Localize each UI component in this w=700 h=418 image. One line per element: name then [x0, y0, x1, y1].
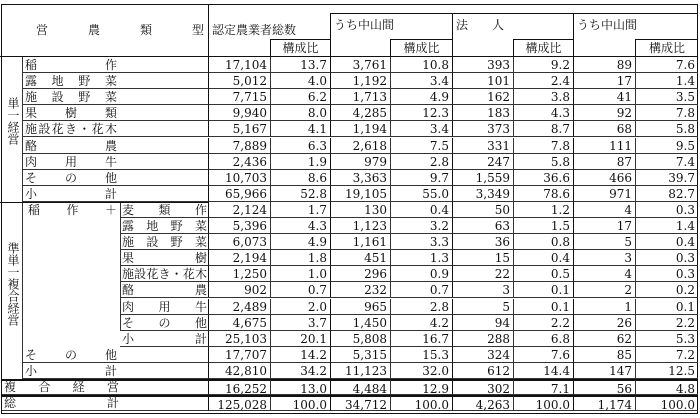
count-cell: 466: [573, 170, 635, 186]
count-cell: 183: [452, 105, 513, 121]
header-col-divider: [208, 13, 209, 57]
row-label: 果樹: [122, 251, 207, 266]
header-col-4: うち中山間: [573, 13, 698, 26]
ratio-cell: 34.2: [270, 363, 330, 379]
count-cell: 288: [452, 331, 513, 347]
ratio-cell: 1.3: [390, 250, 452, 266]
count-cell: 42,810: [208, 363, 270, 379]
ratio-cell: 0.7: [390, 282, 452, 298]
count-cell: 979: [330, 154, 390, 170]
count-cell: 6,073: [208, 234, 270, 250]
count-cell: 965: [330, 299, 390, 315]
count-cell: 2: [573, 282, 635, 298]
ratio-cell: 9.5: [635, 138, 698, 154]
ratio-cell: 0.1: [513, 299, 573, 315]
ratio-cell: 3.4: [390, 121, 452, 137]
row-label: 施設野菜: [25, 90, 117, 105]
ratio-cell: 5.3: [635, 331, 698, 347]
ratio-cell: 3.3: [390, 234, 452, 250]
ratio-cell: 4.3: [270, 218, 330, 234]
header-ratio-2: 構成比: [390, 39, 452, 57]
ratio-cell: 39.7: [635, 170, 698, 186]
ratio-cell: 1.7: [270, 202, 330, 218]
header-farm-type: 営農類型: [36, 23, 204, 37]
count-cell: 17,104: [208, 57, 270, 73]
count-cell: 3: [452, 282, 513, 298]
row-label: 複合経営: [4, 380, 119, 394]
count-cell: 7,889: [208, 138, 270, 154]
ratio-cell: 78.6: [513, 186, 573, 202]
count-cell: 302: [452, 379, 513, 395]
ratio-cell: 1.5: [513, 218, 573, 234]
row-label: 小計: [25, 363, 117, 378]
count-cell: 62: [573, 331, 635, 347]
row-label: 肉用牛: [122, 299, 207, 314]
ratio-cell: 0.9: [390, 266, 452, 282]
ratio-cell: 32.0: [390, 363, 452, 379]
count-cell: 63: [452, 218, 513, 234]
count-cell: 92: [573, 105, 635, 121]
ratio-cell: 7.8: [513, 138, 573, 154]
header-col-divider: [573, 13, 574, 57]
count-cell: 1,161: [330, 234, 390, 250]
count-cell: 16,252: [208, 379, 270, 395]
ratio-cell: 14.4: [513, 363, 573, 379]
count-cell: 247: [452, 154, 513, 170]
row-label: 肉用牛: [25, 154, 117, 169]
count-cell: 3,761: [330, 57, 390, 73]
count-cell: 56: [573, 379, 635, 395]
ratio-cell: 4.3: [513, 105, 573, 121]
count-cell: 451: [330, 250, 390, 266]
count-cell: 15: [452, 250, 513, 266]
ratio-cell: 0.5: [513, 266, 573, 282]
ratio-cell: 3.7: [270, 315, 330, 331]
count-cell: 1,450: [330, 315, 390, 331]
ratio-cell: 36.6: [513, 170, 573, 186]
row-label: 総計: [4, 396, 119, 411]
row-label: 露地野菜: [122, 219, 207, 233]
ratio-cell: 7.4: [635, 154, 698, 170]
ratio-cell: 8.6: [270, 170, 330, 186]
count-cell: 22: [452, 266, 513, 282]
count-cell: 1: [573, 299, 635, 315]
ratio-cell: 0.7: [270, 282, 330, 298]
header-col-3: 法 人: [452, 13, 573, 26]
ratio-cell: 6.3: [270, 138, 330, 154]
ratio-cell: 3.2: [390, 218, 452, 234]
count-cell: 296: [330, 266, 390, 282]
ratio-cell: 16.7: [390, 331, 452, 347]
ratio-cell: 4.9: [270, 234, 330, 250]
ratio-cell: 4.2: [390, 315, 452, 331]
ratio-cell: 1.8: [270, 250, 330, 266]
header-col-2: うち中山間: [330, 13, 452, 26]
count-cell: 2,124: [208, 202, 270, 218]
ratio-cell: 1.4: [635, 218, 698, 234]
ratio-cell: 2.2: [635, 315, 698, 331]
ratio-cell: 3.5: [635, 89, 698, 105]
ratio-cell: 7.6: [513, 347, 573, 363]
ratio-cell: 5.8: [513, 154, 573, 170]
ratio-cell: 4.0: [270, 73, 330, 89]
count-cell: 4: [573, 202, 635, 218]
count-cell: 34,712: [330, 395, 390, 411]
count-cell: 4: [573, 266, 635, 282]
count-cell: 1,192: [330, 73, 390, 89]
row-label: 麦類作: [122, 202, 207, 217]
count-cell: 1,123: [330, 218, 390, 234]
count-cell: 393: [452, 57, 513, 73]
ratio-cell: 9.2: [513, 57, 573, 73]
ratio-cell: 2.8: [390, 154, 452, 170]
count-cell: 19,105: [330, 186, 390, 202]
ratio-cell: 12.3: [390, 105, 452, 121]
section-semi: 準単一複合経営: [6, 242, 20, 327]
header-ratio-3: 構成比: [513, 39, 573, 57]
count-cell: 324: [452, 347, 513, 363]
ratio-cell: 1.0: [270, 266, 330, 282]
ratio-cell: 10.8: [390, 57, 452, 73]
ratio-cell: 13.7: [270, 57, 330, 73]
count-cell: 17: [573, 73, 635, 89]
row-label: 小計: [122, 331, 207, 346]
row-label: その他: [25, 170, 117, 185]
count-cell: 5,396: [208, 218, 270, 234]
count-cell: 25,103: [208, 331, 270, 347]
count-cell: 5,315: [330, 347, 390, 363]
ratio-cell: 3.4: [390, 73, 452, 89]
ratio-cell: 0.3: [635, 202, 698, 218]
ratio-cell: 14.2: [270, 347, 330, 363]
ratio-cell: 55.0: [390, 186, 452, 202]
ratio-cell: 7.5: [390, 138, 452, 154]
row-label: 果樹類: [25, 106, 117, 121]
ratio-cell: 4.1: [270, 121, 330, 137]
count-cell: 331: [452, 138, 513, 154]
count-cell: 971: [573, 186, 635, 202]
row-label: 施設花き・花木: [122, 267, 207, 282]
row-label: 小計: [25, 186, 117, 201]
count-cell: 3,363: [330, 170, 390, 186]
header-col-1: 認定農業者総数: [208, 5, 330, 39]
ratio-cell: 2.2: [513, 315, 573, 331]
count-cell: 2,489: [208, 299, 270, 315]
count-cell: 89: [573, 57, 635, 73]
row-label: 施設野菜: [122, 235, 207, 250]
ratio-cell: 20.1: [270, 331, 330, 347]
ratio-cell: 0.8: [513, 234, 573, 250]
count-cell: 147: [573, 363, 635, 379]
count-cell: 17: [573, 218, 635, 234]
count-cell: 101: [452, 73, 513, 89]
row-label: 酪農: [122, 283, 207, 298]
ratio-cell: 0.4: [513, 250, 573, 266]
count-cell: 612: [452, 363, 513, 379]
header-col-divider: [452, 13, 453, 57]
count-cell: 5: [573, 234, 635, 250]
ratio-cell: 0.3: [635, 266, 698, 282]
count-cell: 87: [573, 154, 635, 170]
ratio-cell: 100.0: [270, 395, 330, 411]
count-cell: 7,715: [208, 89, 270, 105]
ratio-cell: 5.8: [635, 121, 698, 137]
count-cell: 17,707: [208, 347, 270, 363]
ratio-cell: 2.0: [270, 299, 330, 315]
count-cell: 5: [452, 299, 513, 315]
ratio-cell: 12.5: [635, 363, 698, 379]
count-cell: 1,559: [452, 170, 513, 186]
count-cell: 111: [573, 138, 635, 154]
count-cell: 1,174: [573, 395, 635, 411]
count-cell: 4,675: [208, 315, 270, 331]
ratio-cell: 15.3: [390, 347, 452, 363]
ratio-cell: 7.6: [635, 57, 698, 73]
ratio-cell: 4.8: [635, 379, 698, 395]
ratio-cell: 1.4: [635, 73, 698, 89]
count-cell: 65,966: [208, 186, 270, 202]
count-cell: 5,167: [208, 121, 270, 137]
ratio-cell: 100.0: [513, 395, 573, 411]
row-label: 稲作: [25, 58, 117, 72]
ratio-cell: 9.7: [390, 170, 452, 186]
ratio-cell: 82.7: [635, 186, 698, 202]
ratio-cell: 7.8: [635, 105, 698, 121]
ratio-cell: 0.4: [390, 202, 452, 218]
count-cell: 130: [330, 202, 390, 218]
count-cell: 1,250: [208, 266, 270, 282]
ratio-cell: 7.1: [513, 379, 573, 395]
count-cell: 4,484: [330, 379, 390, 395]
ratio-cell: 0.2: [635, 282, 698, 298]
count-cell: 2,618: [330, 138, 390, 154]
count-cell: 373: [452, 121, 513, 137]
count-cell: 2,194: [208, 250, 270, 266]
count-cell: 1,713: [330, 89, 390, 105]
count-cell: 4,285: [330, 105, 390, 121]
count-cell: 94: [452, 315, 513, 331]
count-cell: 26: [573, 315, 635, 331]
ratio-cell: 0.4: [635, 234, 698, 250]
count-cell: 11,123: [330, 363, 390, 379]
count-cell: 3,349: [452, 186, 513, 202]
count-cell: 2,436: [208, 154, 270, 170]
header-ratio-1: 構成比: [270, 39, 330, 57]
ratio-cell: 6.2: [270, 89, 330, 105]
ratio-cell: 1.9: [270, 154, 330, 170]
count-cell: 10,703: [208, 170, 270, 186]
count-cell: 68: [573, 121, 635, 137]
ratio-cell: 2.8: [390, 299, 452, 315]
ratio-cell: 4.9: [390, 89, 452, 105]
ratio-cell: 13.0: [270, 379, 330, 395]
count-cell: 36: [452, 234, 513, 250]
count-cell: 162: [452, 89, 513, 105]
row-label: その他: [25, 347, 117, 362]
ratio-cell: 1.2: [513, 202, 573, 218]
ratio-cell: 0.1: [513, 282, 573, 298]
section-single: 単一経営: [6, 97, 20, 146]
row-label: 施設花き・花木: [25, 122, 117, 137]
ratio-cell: 12.9: [390, 379, 452, 395]
count-cell: 9,940: [208, 105, 270, 121]
row-label: 酪農: [25, 138, 117, 153]
row-label: 露地野菜: [25, 74, 117, 89]
ratio-cell: 8.0: [270, 105, 330, 121]
count-cell: 85: [573, 347, 635, 363]
ratio-cell: 2.4: [513, 73, 573, 89]
ratio-cell: 100.0: [390, 395, 452, 411]
row-label: その他: [122, 315, 207, 330]
count-cell: 4,263: [452, 395, 513, 411]
ratio-cell: 7.2: [635, 347, 698, 363]
header-ratio-4: 構成比: [635, 39, 698, 57]
ratio-cell: 52.8: [270, 186, 330, 202]
count-cell: 1,194: [330, 121, 390, 137]
ratio-cell: 8.7: [513, 121, 573, 137]
count-cell: 3: [573, 250, 635, 266]
subgroup-label: 稲作＋: [28, 202, 117, 217]
count-cell: 125,028: [208, 395, 270, 411]
count-cell: 232: [330, 282, 390, 298]
ratio-cell: 0.3: [635, 250, 698, 266]
header-col-divider: [330, 13, 331, 57]
ratio-cell: 0.1: [635, 299, 698, 315]
count-cell: 5,012: [208, 73, 270, 89]
count-cell: 50: [452, 202, 513, 218]
count-cell: 5,808: [330, 331, 390, 347]
ratio-cell: 6.8: [513, 331, 573, 347]
ratio-cell: 100.0: [635, 395, 698, 411]
count-cell: 41: [573, 89, 635, 105]
ratio-cell: 3.8: [513, 89, 573, 105]
count-cell: 902: [208, 282, 270, 298]
